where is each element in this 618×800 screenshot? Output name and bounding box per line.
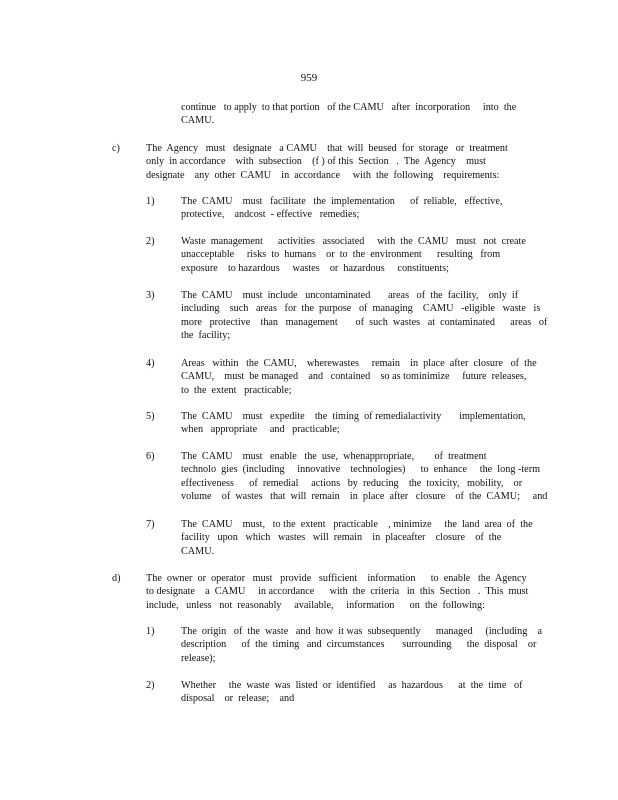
text-line: protective, andcost - effective remedies;: [181, 209, 360, 221]
section-c-marker: c): [112, 143, 120, 154]
text-line: volume of wastes that will remain in place after closure of the CAMU; and: [181, 491, 548, 503]
list-item: [181, 679, 522, 706]
text-line: including such areas for the purpose of managing CAMU -eligible waste is: [181, 303, 541, 315]
text-line: The owner or operator must provide sufficient information to enable the Agency: [146, 573, 527, 584]
text-line: The CAMU must, to the extent practicable , minimize the land area of the: [181, 519, 533, 530]
text-line: designate any other CAMU in accordance with the following requirements:: [146, 169, 500, 181]
text-line: The Agency must designate a CAMU that will beused for storage or treatment: [146, 143, 508, 154]
text-line: CAMU.: [181, 545, 215, 557]
item-marker: 7): [146, 519, 155, 530]
text-line: technolo gies (including innovative technologies) to enhance the long -term: [181, 464, 541, 476]
item-marker: 2): [146, 236, 155, 247]
list-item: [181, 450, 547, 504]
text-line: CAMU, must be managed and contained so as tominimize future releases,: [181, 371, 527, 383]
list-item: [181, 289, 547, 343]
text-line: to the extent practicable;: [181, 384, 292, 396]
text-line: exposure to hazardous wastes or hazardous constituents;: [181, 262, 449, 274]
item-marker: 2): [146, 680, 155, 691]
text-line: Waste management activities associated with the CAMU must not create: [181, 236, 526, 247]
item-marker: 5): [146, 411, 155, 422]
text-line: disposal or release; and: [181, 693, 295, 705]
text-line: The CAMU must expedite the timing of remedialactivity implementation,: [181, 411, 526, 422]
item-marker: 4): [146, 358, 155, 369]
item-marker: 1): [146, 626, 155, 637]
list-item: [181, 235, 526, 275]
text-line: The CAMU must enable the use, whenappropriate, of treatment: [181, 451, 487, 462]
text-line: release);: [181, 652, 216, 664]
list-item: [181, 410, 526, 437]
text-line: the facility;: [181, 330, 231, 342]
text-line: description of the timing and circumstances surrounding the disposal or: [181, 639, 537, 651]
section-d-marker: d): [112, 573, 121, 584]
text-line: facility upon which wastes will remain in placeafter closure of the: [181, 532, 502, 544]
text-line: The CAMU must include uncontaminated areas of the facility, only if: [181, 290, 519, 301]
text-line: Areas within the CAMU, wherewastes remain in place after closure of the: [181, 358, 537, 369]
text-line: The CAMU must facilitate the implementation of reliable, effective,: [181, 196, 503, 207]
item-marker: 1): [146, 196, 155, 207]
item-marker: 6): [146, 451, 155, 462]
text-line: only in accordance with subsection (f ) of this Section . The Agency must: [146, 156, 486, 168]
list-item: [181, 518, 533, 558]
text-line: CAMU.: [181, 115, 215, 127]
section-c-intro: [146, 142, 526, 182]
list-item: [181, 195, 502, 222]
page-number: 959: [300, 72, 318, 84]
text-line: Whether the waste was listed or identified as hazardous at the time of: [181, 680, 523, 691]
list-item: [181, 357, 537, 397]
list-item: [181, 625, 542, 665]
text-line: unacceptable risks to humans or to the environment resulting from: [181, 249, 501, 261]
text-line: effectiveness of remedial actions by reducing the toxicity, mobility, or: [181, 477, 523, 489]
text-line: The origin of the waste and how it was subsequently managed (including a: [181, 626, 543, 637]
text-line: include, unless not reasonably available, information on the following:: [146, 599, 485, 611]
item-marker: 3): [146, 290, 155, 301]
text-line: continue to apply to that portion of the CAMU after incorporation into the: [181, 102, 517, 113]
continuation-paragraph: [181, 101, 537, 128]
text-line: when appropriate and practicable;: [181, 424, 340, 436]
section-d-intro: [146, 572, 528, 612]
text-line: more protective than management of such wastes at contaminated areas of: [181, 316, 548, 328]
text-line: to designate a CAMU in accordance with the criteria in this Section . This must: [146, 586, 529, 598]
